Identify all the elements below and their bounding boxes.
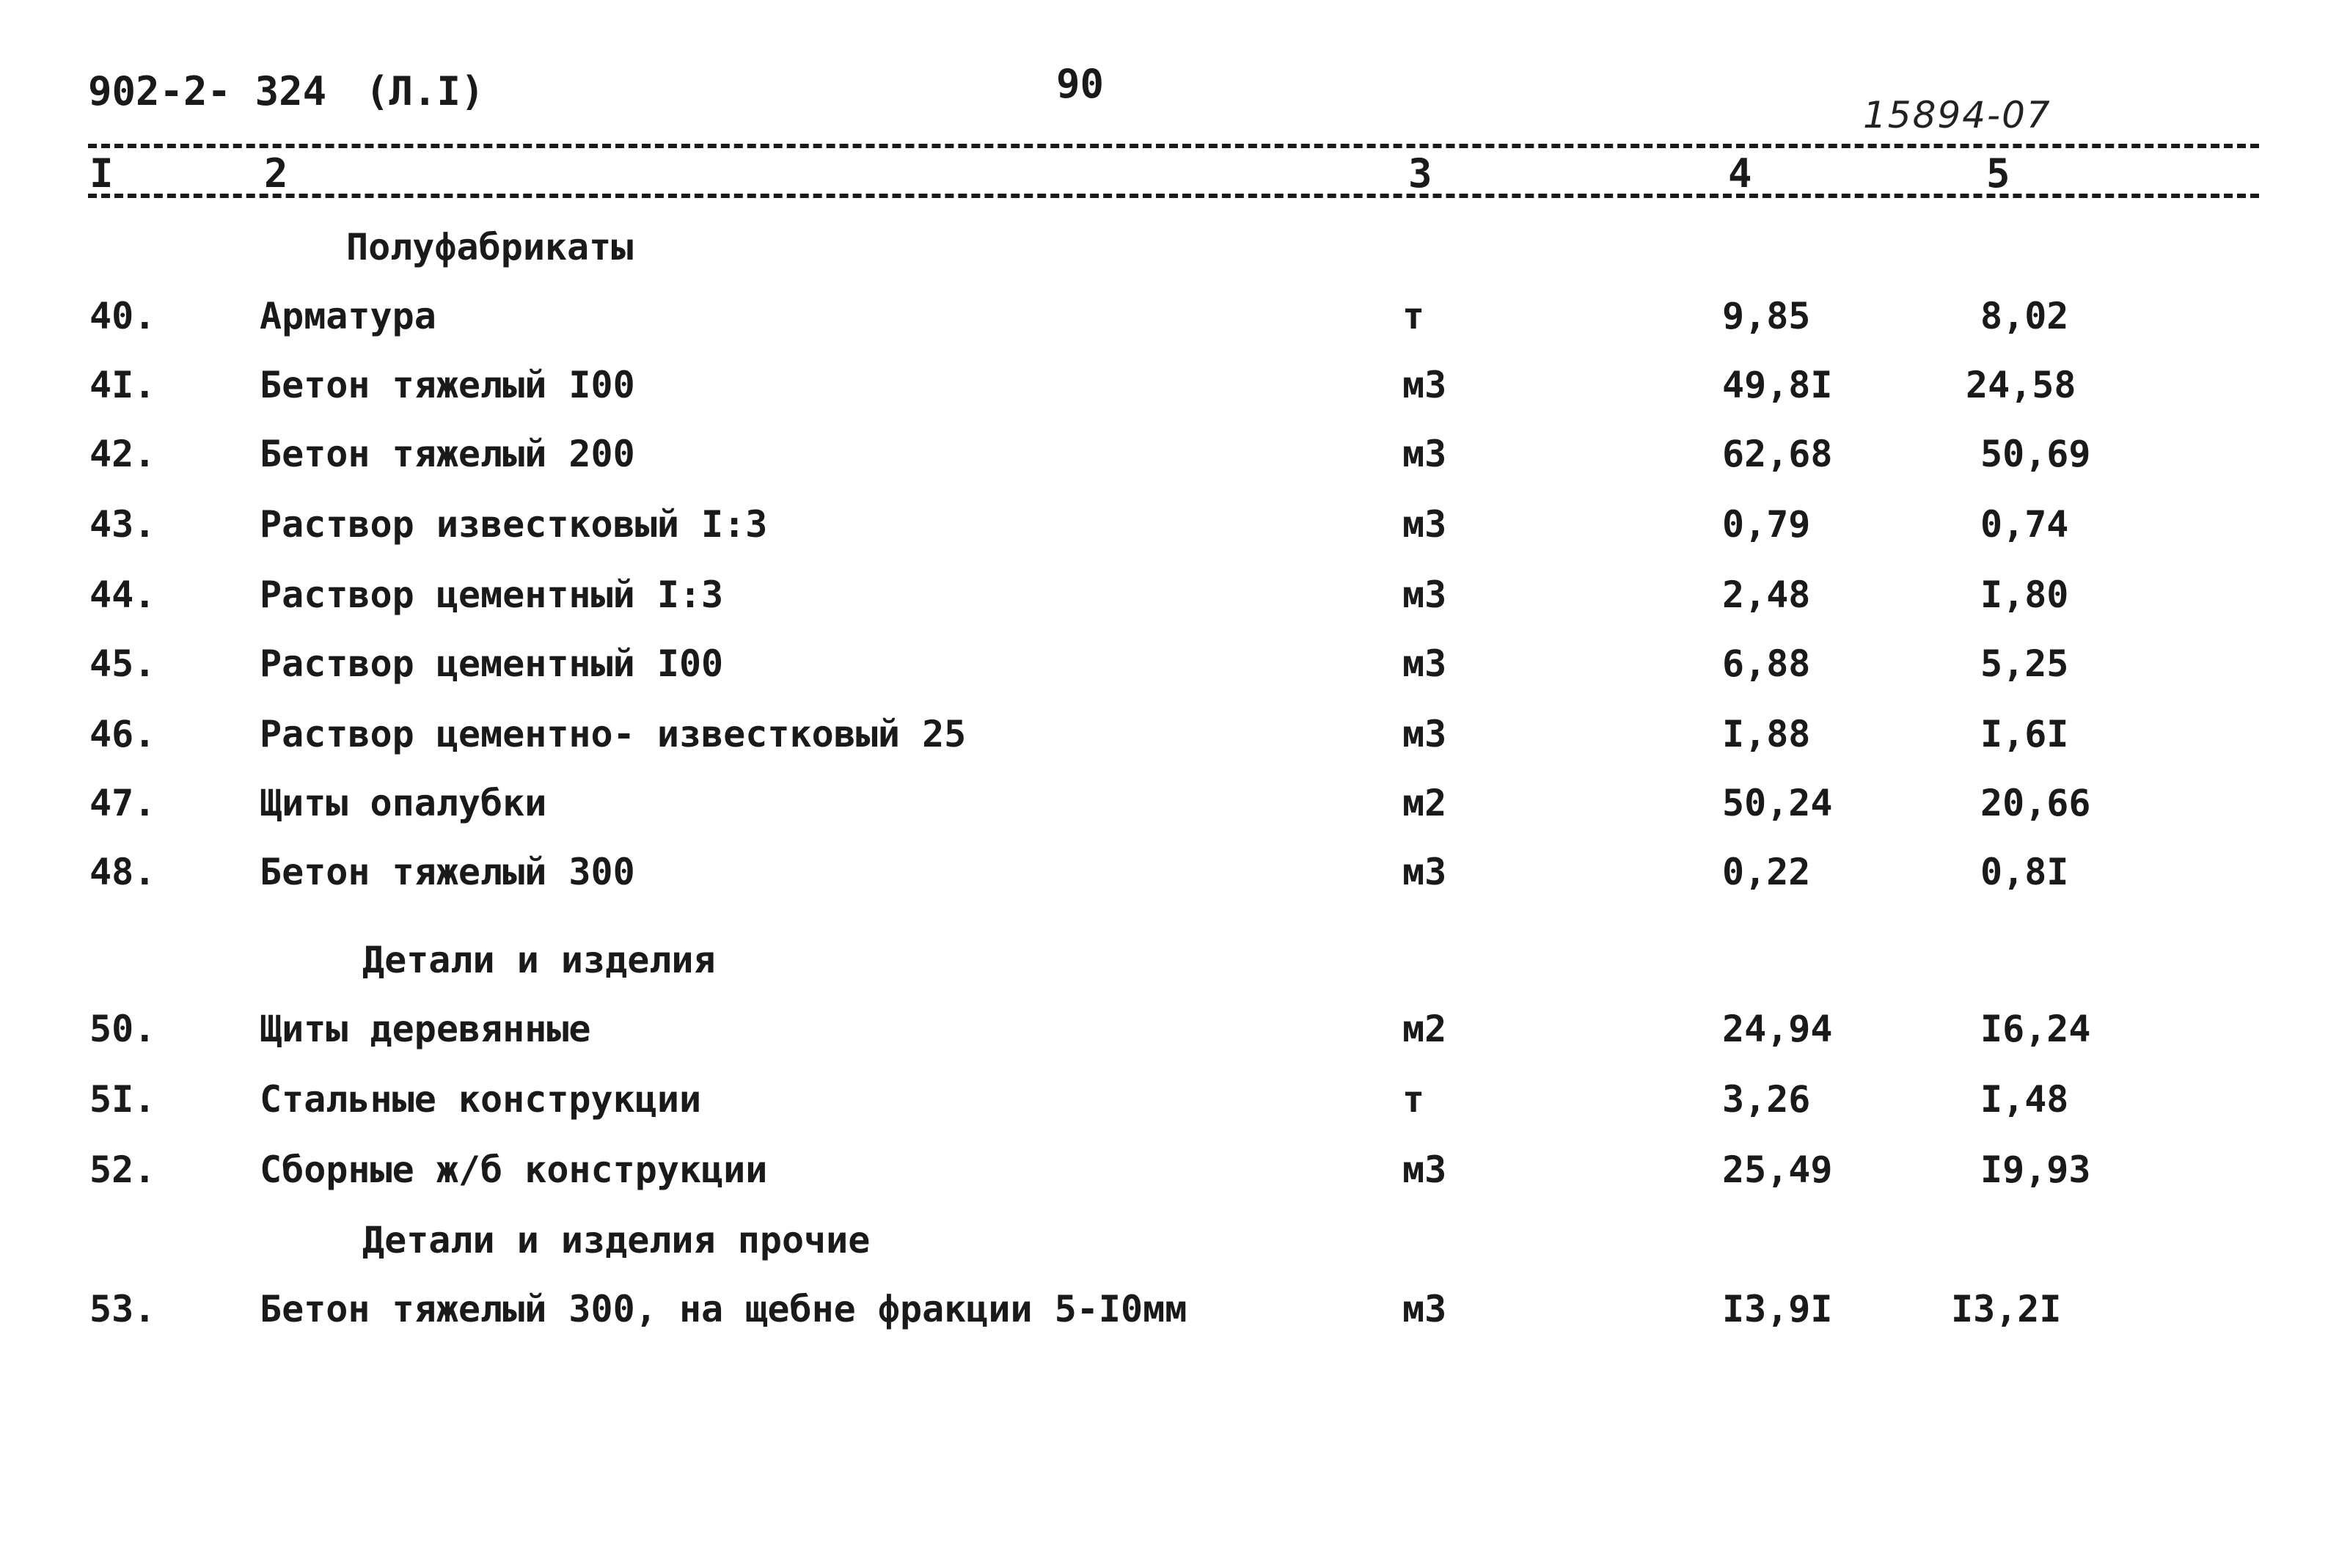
row-value-col4: I3,9I <box>1722 1288 1833 1330</box>
row-number: 53. <box>89 1288 156 1330</box>
row-number: 43. <box>89 503 156 546</box>
row-name: Раствор цементный I00 <box>260 642 724 685</box>
row-number: 47. <box>89 782 156 824</box>
row-unit: т <box>1402 295 1425 337</box>
inventory-number: 15894-07 <box>1863 94 2051 136</box>
row-value-col4: 62,68 <box>1722 433 1833 475</box>
top-rule <box>88 144 2259 148</box>
column-header-3: 3 <box>1408 150 1432 197</box>
row-value-col5: 0,8I <box>1980 851 2069 893</box>
row-number: 40. <box>89 295 156 337</box>
row-number: 45. <box>89 642 156 685</box>
row-number: 52. <box>89 1148 156 1191</box>
row-value-col5: I9,93 <box>1980 1148 2091 1191</box>
row-number: 50. <box>89 1008 156 1050</box>
row-unit: м3 <box>1402 851 1447 893</box>
row-value-col4: 0,79 <box>1722 503 1811 546</box>
row-number: 44. <box>89 574 156 616</box>
column-header-rule <box>88 194 2259 198</box>
row-unit: м3 <box>1402 1288 1447 1330</box>
row-number: 46. <box>89 713 156 755</box>
row-value-col5: I,80 <box>1980 574 2069 616</box>
row-value-col4: 6,88 <box>1722 642 1811 685</box>
row-unit: м3 <box>1402 364 1447 406</box>
row-unit: м3 <box>1402 642 1447 685</box>
row-value-col4: 0,22 <box>1722 851 1811 893</box>
row-name: Бетон тяжелый I00 <box>260 364 635 406</box>
row-name: Арматура <box>260 295 436 337</box>
row-value-col4: 49,8I <box>1722 364 1833 406</box>
row-unit: м3 <box>1402 1148 1447 1191</box>
row-unit: м3 <box>1402 574 1447 616</box>
row-number: 42. <box>89 433 156 475</box>
row-value-col5: I3,2I <box>1951 1288 2062 1330</box>
section-title: Детали и изделия прочие <box>362 1219 871 1261</box>
row-name: Щиты деревянные <box>260 1008 591 1050</box>
sheet-label: (Л.I) <box>365 68 485 114</box>
row-value-col4: 2,48 <box>1722 574 1811 616</box>
row-value-col5: I6,24 <box>1980 1008 2091 1050</box>
row-value-col5: 5,25 <box>1980 642 2069 685</box>
row-name: Бетон тяжелый 300, на щебне фракции 5-I0мм <box>260 1288 1187 1330</box>
section-title: Детали и изделия <box>362 939 716 981</box>
row-value-col5: 24,58 <box>1966 364 2076 406</box>
row-unit: м3 <box>1402 503 1447 546</box>
row-value-col4: I,88 <box>1722 713 1811 755</box>
row-unit: т <box>1402 1078 1425 1121</box>
document-code: 902-2- 324 <box>88 68 327 114</box>
row-value-col5: 0,74 <box>1980 503 2069 546</box>
row-name: Стальные конструкции <box>260 1078 702 1121</box>
row-name: Бетон тяжелый 300 <box>260 851 635 893</box>
row-name: Раствор известковый I:3 <box>260 503 768 546</box>
row-unit: м2 <box>1402 1008 1447 1050</box>
row-name: Щиты опалубки <box>260 782 547 824</box>
row-value-col4: 25,49 <box>1722 1148 1833 1191</box>
row-name: Раствор цементный I:3 <box>260 574 724 616</box>
row-unit: м3 <box>1402 713 1447 755</box>
column-header-1: I <box>89 150 114 197</box>
row-name: Бетон тяжелый 200 <box>260 433 635 475</box>
row-value-col5: I,6I <box>1980 713 2069 755</box>
row-value-col5: 50,69 <box>1980 433 2091 475</box>
row-number: 48. <box>89 851 156 893</box>
row-value-col5: 20,66 <box>1980 782 2091 824</box>
column-header-5: 5 <box>1986 150 2010 197</box>
row-value-col4: 50,24 <box>1722 782 1833 824</box>
page-number: 90 <box>1056 61 1105 107</box>
row-value-col4: 9,85 <box>1722 295 1811 337</box>
row-value-col4: 24,94 <box>1722 1008 1833 1050</box>
column-header-2: 2 <box>264 150 288 197</box>
section-title: Полуфабрикаты <box>346 226 634 268</box>
row-value-col5: I,48 <box>1980 1078 2069 1121</box>
row-value-col4: 3,26 <box>1722 1078 1811 1121</box>
row-number: 5I. <box>89 1078 156 1121</box>
row-name: Раствор цементно- известковый 25 <box>260 713 967 755</box>
row-value-col5: 8,02 <box>1980 295 2069 337</box>
column-header-4: 4 <box>1728 150 1752 197</box>
row-name: Сборные ж/б конструкции <box>260 1148 768 1191</box>
row-number: 4I. <box>89 364 156 406</box>
row-unit: м3 <box>1402 433 1447 475</box>
row-unit: м2 <box>1402 782 1447 824</box>
